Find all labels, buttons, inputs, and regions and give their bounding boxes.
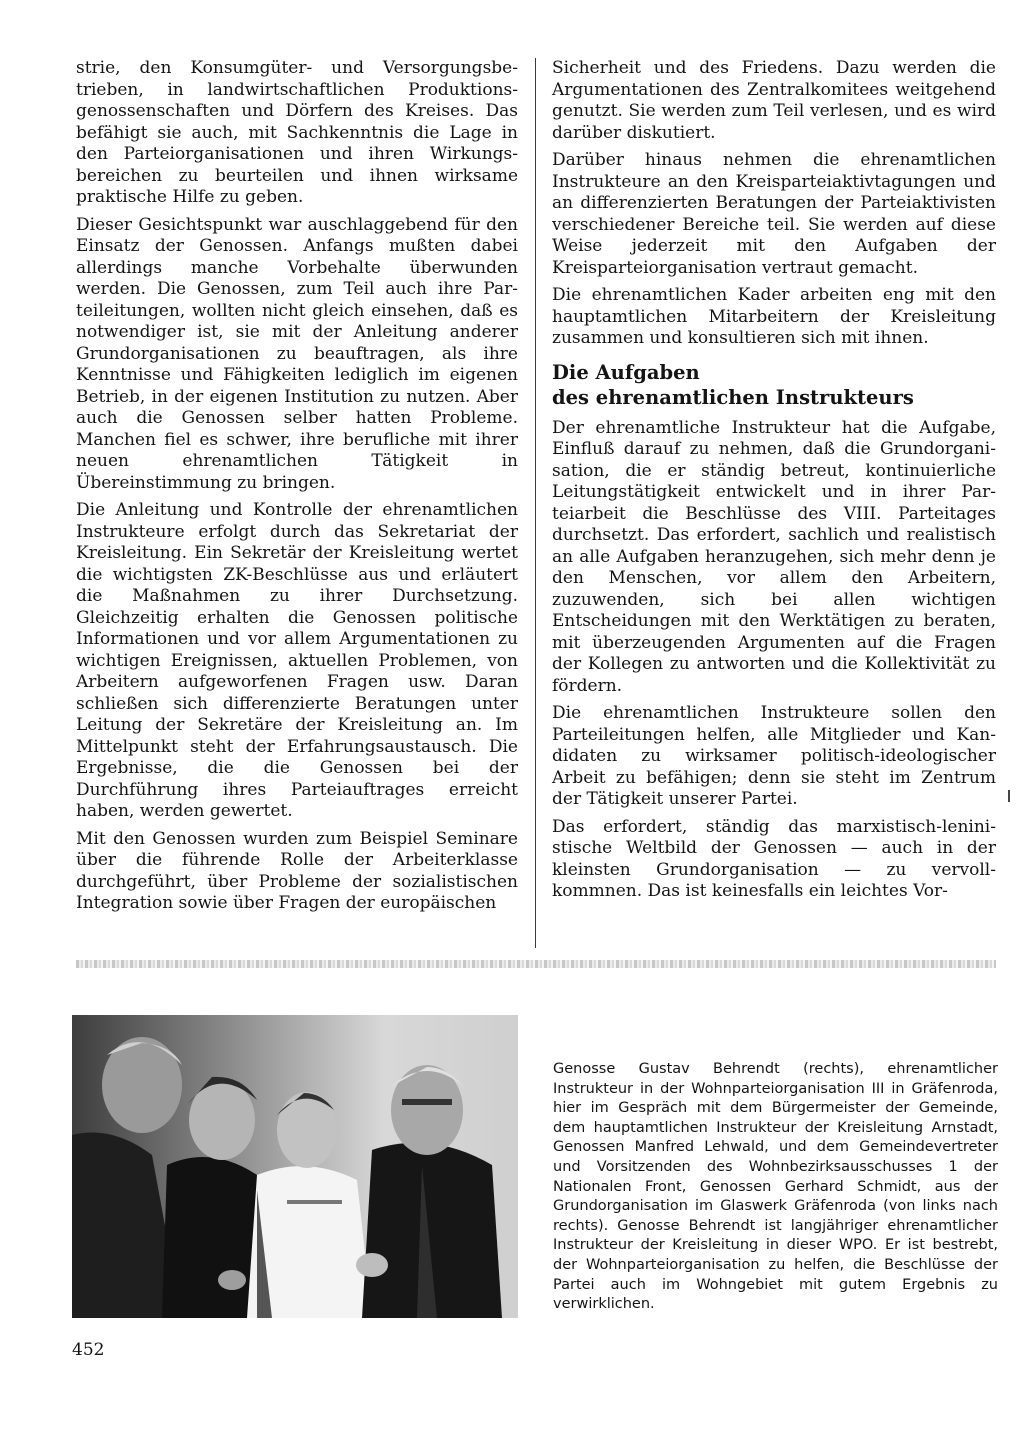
left-text-column [76, 58, 518, 921]
section-heading-line: des ehrenamtlichen Instrukteurs [552, 385, 914, 409]
paragraph: Die Anleitung und Kontrolle der ehrenamtlichen Instrukteure erfolgt durch das Sekretariat der Kreisleitung. Ein Sekretär der Kreisleitung wertet die wichtigsten ZK-Beschlüsse aus und erläutert die Maßnahmen zu ihrer Durchsetzung. Gleichzeitig erhalten die Genossen politische Informationen und vor allem Argumentationen zu wichtigen Ereignissen, aktuellen Problemen, von Arbeitern aufgeworfenen Fragen usw. Daran schließen sich differenzierte Beratungen unter Leitung der Sekretäre der Kreisleitung an. Im Mittelpunkt steht der Erfahrungsaustausch. Die Ergebnisse, die die Genossen bei der Durchführung ihres Parteiauftrages erreicht haben, werden gewertet. [76, 500, 518, 821]
paragraph: Dieser Gesichtspunkt war auschlaggebend für den Einsatz der Genossen. Anfangs mußten dabei allerdings manche Vorbehalte überwunden werden. Die Genossen, zum Teil auch ihre Parteileitungen, wollten nicht gleich einsehen, daß es notwendiger ist, sie mit der Anleitung anderer Grundorganisationen zu beauftragen, als ihre Kenntnisse und Fähigkeiten lediglich im eigenen Betrieb, in der eigenen Institution zu nutzen. Aber auch die Genossen selber hatten Probleme. Manchen fiel es schwer, ihre berufliche mit ihrer neuen ehrenamtlichen Tätigkeit in Übereinstimmung zu bringen. [76, 214, 518, 493]
right-text-column [552, 58, 996, 909]
section-heading-line: Die Aufgaben [552, 360, 700, 384]
paragraph: Die ehrenamtlichen Instrukteure sollen den Parteileitungen helfen, alle Mitglieder und Kandidaten zu wirksamer politisch-ideologischer Arbeit zu befähigen; denn sie steht im Zentrum der Tätigkeit unserer Partei. [552, 703, 996, 809]
margin-mark [1008, 790, 1010, 802]
photo-illustration [72, 1015, 518, 1318]
paragraph: Mit den Genossen wurden zum Beispiel Seminare über die führende Rolle der Arbeiterklasse durchgeführt, über Probleme der sozialistischen Integration sowie über Fragen der europäischen [76, 828, 518, 913]
section-heading [552, 360, 996, 410]
page-number: 452 [72, 1340, 105, 1360]
paragraph: Die ehrenamtlichen Kader arbeiten eng mit den hauptamtlichen Mitarbeitern der Kreisleitung zusammen und konsultieren sich mit ihnen. [552, 285, 996, 348]
paragraph: strie, den Konsumgüter- und Versorgungsbetrieben, in landwirtschaftlichen Produktionsgenossenschaften und Dörfern des Kreises. Das befähigt sie auch, mit Sachkenntnis die Lage in den Parteiorganisationen und ihren Wirkungsbereichen zu beurteilen und ihnen wirksame praktische Hilfe zu geben. [76, 58, 518, 207]
photo [72, 1015, 518, 1318]
section-divider [76, 960, 996, 968]
photo-caption: Genosse Gustav Behrendt (rechts), ehrenamtlicher Instrukteur in der Wohnparteiorganisation III in Gräfenroda, hier im Gespräch mit dem Bürgermeister der Gemeinde, dem hauptamtlichen Instrukteur der Kreisleitung Arnstadt, Genossen Manfred Lehwald, und dem Gemeindevertreter und Vorsitzenden des Wohnbezirksausschusses 1 der Nationalen Front, Genossen Gerhard Schmidt, aus der Grundorganisation im Glaswerk Gräfenroda (von links nach rechts). Genosse Behrendt ist langjähriger ehrenamtlicher Instrukteur der Kreisleitung in dieser WPO. Er ist bestrebt, der Wohnparteiorganisation zu helfen, die Beschlüsse der Partei auch im Wohngebiet mit gutem Ergebnis zu verwirklichen. [553, 1061, 998, 1313]
paragraph: Der ehrenamtliche Instrukteur hat die Aufgabe, Einfluß darauf zu nehmen, daß die Grundorganisation, die er ständig betreut, kontinuierliche Leitungstätigkeit entwickelt und in ihrer Parteiarbeit die Beschlüsse des VIII. Parteitages durchsetzt. Das erfordert, sachlich und realistisch an alle Aufgaben heranzugehen, sich mehr denn je den Menschen, vor allem den Arbeitern, zuzuwenden, sich bei allen wichtigen Entscheidungen mit den Werktätigen zu beraten, mit überzeugenden Argumenten auf die Fragen der Kollegen zu antworten und die Kollektivität zu fördern. [552, 417, 996, 696]
paragraph: Das erfordert, ständig das marxistisch-leninistische Weltbild der Genossen — auch in der kleinsten Grundorganisation — zu vervollkommnen. Das ist keinesfalls ein leichtes Vor- [552, 816, 996, 901]
paragraph: Darüber hinaus nehmen die ehrenamtlichen Instrukteure an den Kreisparteiaktivtagungen und an differenzierten Beratungen der Parteiaktivisten verschiedener Bereiche teil. Sie werden auf diese Weise jederzeit mit den Aufgaben der Kreisparteiorganisation vertraut gemacht. [552, 150, 996, 278]
column-rule [535, 58, 536, 948]
paragraph: Sicherheit und des Friedens. Dazu werden die Argumentationen des Zentralkomitees weitgehend genutzt. Sie werden zum Teil verlesen, und es wird darüber diskutiert. [552, 58, 996, 143]
